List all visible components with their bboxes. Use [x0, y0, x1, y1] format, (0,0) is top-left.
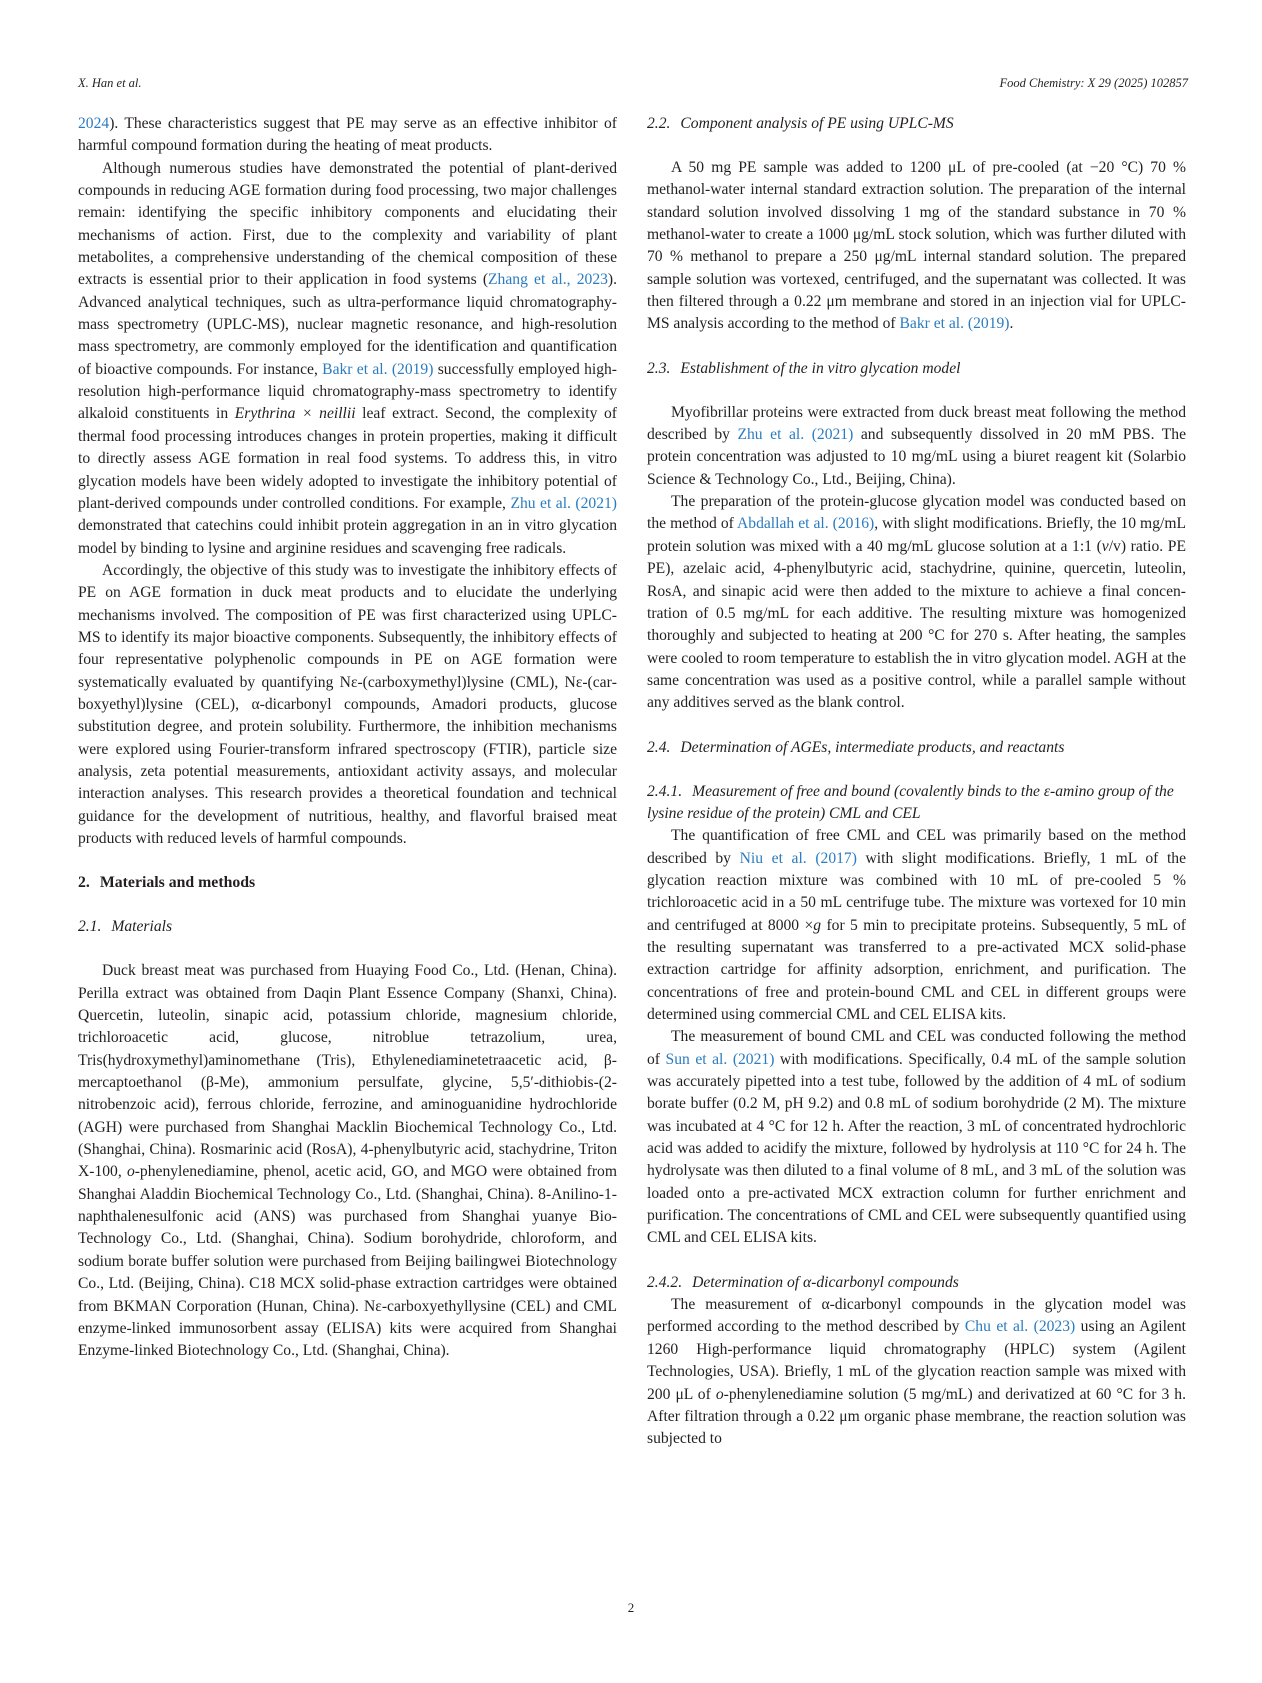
citation-link[interactable]: Bakr et al. (2019) [899, 315, 1010, 333]
running-header-authors: X. Han et al. [78, 76, 142, 90]
paragraph-objective: Accordingly, the objective of this study was to investigate the inhibitory effects of PE on AGE formation in duck meat products and to elucidate the underlying mechanisms involved. The composition of PE was first characterized using UPLC-MS to identify its major bioactive components. Subsequently, the inhibitory effects of four representative polyphenolic compounds in PE on AGE formation were systematically evaluated by quantifying Nε-(carboxymethyl)lysine (CML), Nε-(carboxyethyl)lysine (CEL), α-dicarbonyl compounds, Amadori products, glucose substitution degree, and protein solubility. Furthermore, the inhibition mechanisms were explored using Fourier-transform infrared spectroscopy (FTIR), particle size analysis, zeta potential measurements, antioxidant activity assays, and molecular interaction analyses. This research provides a theoretical foundation and technical guidance for the development of nutritious, healthy, and flavorful braised meat products with reduced levels of harmful compounds. [78, 561, 617, 847]
species-name: Erythrina × neillii [234, 405, 356, 423]
citation-link[interactable]: 2024 [78, 115, 110, 132]
paragraph-glycation-preparation: The preparation of the protein-glucose glycation model was conducted based on the method of Abdallah et al. (2016), with slight modifications. Briefly, the 10 mg/mL protein solution was mixed with a 40 mg/mL glucose solution at a 1:1 (v/v) ratio. PE PE), azelaic acid, 4-phenylbutyric acid, stachydrine, quinine, quercetin, luteolin, RosA, and sinapic acid were then added to the mixture to achieve a final concentration of 0.5 mg/mL for each additive. The resulting mixture was homogenized thoroughly and subjected to heating at 200 °C for 270 s. After heating, the samples were cooled to room temperature to establish the in vitro glycation model. AGH at the same concentration was used as a positive control, while a parallel sample without any additives served as the blank control. [647, 493, 1186, 712]
citation-link[interactable]: Zhu et al. (2021) [737, 426, 854, 444]
left-column [78, 113, 617, 1363]
citation-link[interactable]: Zhu et al. (2021) [510, 494, 618, 512]
paragraph-free-cml-cel: The quantification of free CML and CEL was primarily based on the method described by Niu et al. (2017) with slight modifications. Briefly, 1 mL of the glycation reaction mixture was combined with 10 mL of pre-cooled 5 % trichloroacetic acid in a 50 mL centrifuge tube. The mixture was vortexed for 10 min and centrifuged at 8000 ×g for 5 min to precipitate proteins. Subsequently, 5 mL of the resulting supernatant was transferred to a pre-activated MCX solid-phase extraction cartridge for affinity adsorption, enrichment, and purification. The concentrations of free and protein-bound CML and CEL in different groups were determined using commercial CML and CEL ELISA kits. [647, 827, 1186, 1023]
citation-link[interactable]: Abdallah et al. (2016) [737, 515, 875, 533]
subsubsection-heading-dicarbonyl: 2.4.2. Determination of α-dicarbonyl compounds [647, 1273, 959, 1291]
paragraph-materials: Duck breast meat was purchased from Huaying Food Co., Ltd. (Henan, China). Perilla extract was obtained from Daqin Plant Essence Company (Shanxi, China). Quercetin, luteolin, sinapic acid, potassium chloride, magnesium chloride, trichloroacetic acid, glucose, nitroblue tetrazolium, urea, Tris(hydroxymethyl)aminomethane (Tris), Ethylenediaminetetraacetic acid, β-mercaptoethanol (β-Me), ammonium persulfate, glycine, 5,5′-dithiobis-(2-nitrobenzoic acid), ferrous chloride, ferrozine, and aminoguanidine hydrochloride (AGH) were purchased from Shanghai Macklin Biochemical Technology Co., Ltd. (Shanghai, China). Rosmarinic acid (RosA), 4-phenylbutyric acid, stachydrine, Triton X-100, o-phenylenediamine, phenol, acetic acid, GO, and MGO were obtained from Shanghai Aladdin Biochemical Technology Co., Ltd. (Shanghai, China). 8-Anilino-1-naphthalenesulfonic acid (ANS) was purchased from Shanghai yuanye Bio-Technology Co., Ltd. (Shanghai, China). Sodium borohydride, chloroform, and sodium borate buffer solution were purchased from Beijing bailingwei Biotechnology Co., Ltd. (Beijing, China). C18 MCX solid-phase extraction cartridges were obtained from BKMAN Corporation (Hunan, China). Nε-carboxyethyllysine (CEL) and CML enzyme-linked immunosorbent assay (ELISA) kits were acquired from Shanghai Enzyme-linked Biotechnology Co., Ltd. (Shanghai, China). [78, 962, 617, 1360]
citation-link[interactable]: Niu et al. (2017) [739, 849, 857, 867]
paragraph-myofibrillar: Myofibrillar proteins were extracted from duck breast meat following the method described by Zhu et al. (2021) and subsequently dissolved in 20 mM PBS. The protein concentration was adjusted to 10 mg/mL using a biuret reagent kit (Solarbio Science & Technology Co., Ltd., Beijing, China). [647, 403, 1187, 488]
right-column [647, 113, 1186, 1451]
subsection-heading-materials: 2.1. Materials [78, 918, 173, 936]
subsection-heading-glycation-model: 2.3. Establishment of the in vitro glycation model [647, 359, 961, 377]
section-heading-materials-methods: 2. Materials and methods [78, 874, 256, 892]
subsubsection-heading-cml-cel: 2.4.1. Measurement of free and bound (covalently binds to the ε-amino group of the lysine residue of the protein) CML and CEL [647, 782, 1174, 822]
citation-link[interactable]: Sun et al. (2021) [665, 1050, 775, 1068]
paragraph-dicarbonyl: The measurement of α-dicarbonyl compounds in the glycation model was performed according to the method described by Chu et al. (2023) using an Agilent 1260 High-performance liquid chromatography (HPLC) system (Agilent Technologies, USA). Briefly, 1 mL of the glycation reaction sample was mixed with 200 μL of o-phenylenediamine solution (5 mg/mL) and derivatized at 60 °C for 3 h. After filtration through a 0.22 μm organic phase membrane, the reaction solution was subjected to [647, 1296, 1186, 1448]
citation-link[interactable]: Chu et al. (2023) [964, 1318, 1076, 1336]
citation-link[interactable]: Zhang et al., 2023 [488, 271, 608, 289]
running-header-journal: Food Chemistry: X 29 (2025) 102857 [999, 76, 1188, 90]
citation-link[interactable]: Bakr et al. (2019) [322, 360, 434, 378]
paragraph-intro-end: 2024). These characteristics suggest that PE may serve as an effective inhibitor of harmful compound formation during the heating of meat products. [78, 115, 617, 155]
subsection-heading-ages-determination: 2.4. Determination of AGEs, intermediate products, and reactants [647, 738, 1065, 756]
paragraph-challenges: Although numerous studies have demonstrated the potential of plant-derived compounds in reducing AGE formation during food processing, two major challenges remain: identifying the specific inhibitory components and elucidating their mechanisms of action. First, due to the complexity and variability of plant metabolites, a comprehensive understanding of the chemical composition of these extracts is essential prior to their application in food systems (Zhang et al., 2023). Advanced analytical techniques, such as ultra-performance liquid chromatography-mass spectrometry (UPLC-MS), nuclear magnetic resonance, and high-resolution mass spectrometry, are commonly employed for the identification and quantification of bioactive compounds. For instance, Bakr et al. (2019) successfully employed high-resolution high-performance liquid chromatography-mass spectrometry to identify alkaloid constituents in Erythrina × neillii leaf extract. Second, the complexity of thermal food processing introduces changes in protein properties, making it difficult to directly assess AGE formation in real food systems. To address this, in vitro glycation models have been widely adopted to investigate the inhibitory potential of plant-derived compounds under controlled conditions. For example, Zhu et al. (2021) demonstrated that catechins could inhibit protein aggregation in an in vitro glycation model by binding to lysine and arginine residues and scavenging free radicals. [78, 159, 618, 557]
page-number: 2 [627, 1600, 635, 1615]
subsection-heading-component-analysis: 2.2. Component analysis of PE using UPLC-MS [647, 115, 954, 132]
paragraph-bound-cml-cel: The measurement of bound CML and CEL was conducted following the method of Sun et al. (2021) with modifications. Specifically, 0.4 mL of the sample solution was accurately pipetted into a test tube, followed by the addition of 4 mL of sodium borate buffer (0.2 M, pH 9.2) and 0.8 mL of sodium borohydride (2 M). The mixture was incubated at 4 °C for 12 h. After the reaction, 3 mL of concentrated hydrochloric acid was added to acidify the mixture, followed by hydrolysis at 110 °C for 24 h. The hydrolysate was then diluted to a final volume of 8 mL, and 3 mL of the solution was loaded onto a pre-activated MCX extraction column for further enrichment and purification. The concentrations of CML and CEL were subsequently quantified using CML and CEL ELISA kits. [647, 1028, 1186, 1247]
paragraph-uplc-ms: A 50 mg PE sample was added to 1200 μL of pre-cooled (at −20 °C) 70 % methanol-water internal standard extraction solution. The preparation of the internal standard solution involved dissolving 1 mg of the standard substance in 70 % methanol-water to create a 1000 μg/mL stock solution, which was further diluted with 70 % methanol to prepare a 250 μg/mL internal standard solution. The prepared sample solution was vortexed, centrifuged, and the supernatant was collected. It was then filtered through a 0.22 μm membrane and stored in an injection vial for UPLC-MS analysis according to the method of Bakr et al. (2019). [647, 159, 1186, 333]
